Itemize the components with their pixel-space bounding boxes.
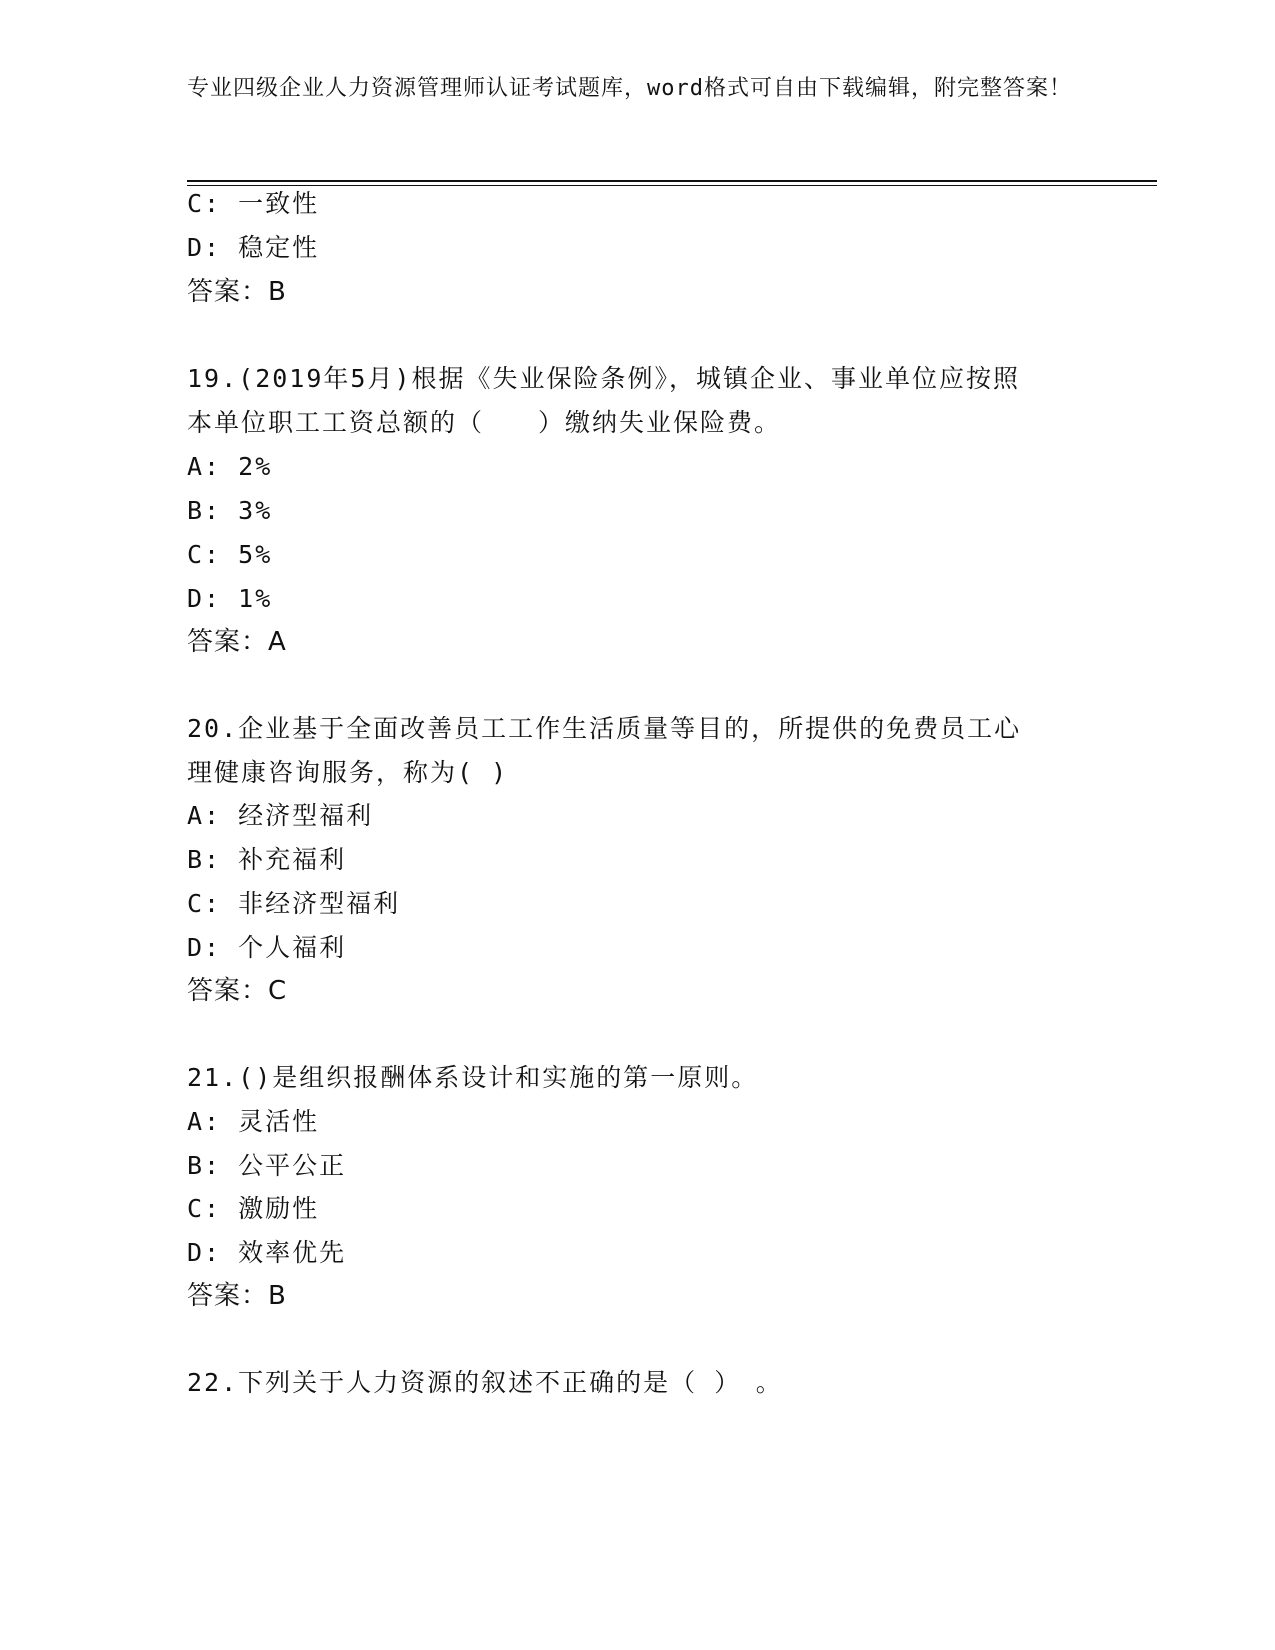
- q20-option-d: D: 个人福利: [187, 933, 347, 962]
- q19-stem-line2: 本单位职工工资总额的（ ）缴纳失业保险费。: [187, 408, 782, 437]
- q21-option-c: C: 激励性: [187, 1194, 320, 1223]
- q20-stem-line1: 20.企业基于全面改善员工工作生活质量等目的，所提供的免费员工心: [187, 714, 1022, 743]
- q19-option-b: B: 3%: [187, 496, 273, 525]
- q19-answer: 答案：A: [187, 627, 287, 657]
- q21-stem: 21.()是组织报酬体系设计和实施的第一原则。: [187, 1063, 759, 1092]
- q19-option-a: A: 2%: [187, 452, 273, 481]
- q22-stem: 22.下列关于人力资源的叙述不正确的是（ ） 。: [187, 1368, 783, 1397]
- q18-option-c: C: 一致性: [187, 189, 320, 218]
- q20-option-c: C: 非经济型福利: [187, 889, 401, 918]
- q21-option-b: B: 公平公正: [187, 1151, 347, 1180]
- q20-answer: 答案：C: [187, 976, 288, 1006]
- q18-option-d: D: 稳定性: [187, 233, 320, 262]
- q18-answer: 答案：B: [187, 277, 287, 307]
- q19-stem-line1: 19.(2019年5月)根据《失业保险条例》，城镇企业、事业单位应按照: [187, 364, 1021, 393]
- header-divider: [187, 180, 1157, 186]
- q19-option-c: C: 5%: [187, 540, 273, 569]
- q21-option-d: D: 效率优先: [187, 1238, 347, 1267]
- page-header: 专业四级企业人力资源管理师认证考试题库，word格式可自由下载编辑，附完整答案！: [187, 76, 1072, 101]
- q21-answer: 答案：B: [187, 1281, 287, 1311]
- q21-option-a: A: 灵活性: [187, 1107, 320, 1136]
- q20-option-b: B: 补充福利: [187, 845, 347, 874]
- q19-option-d: D: 1%: [187, 584, 273, 613]
- q20-option-a: A: 经济型福利: [187, 801, 374, 830]
- q20-stem-line2: 理健康咨询服务，称为( ): [187, 758, 509, 787]
